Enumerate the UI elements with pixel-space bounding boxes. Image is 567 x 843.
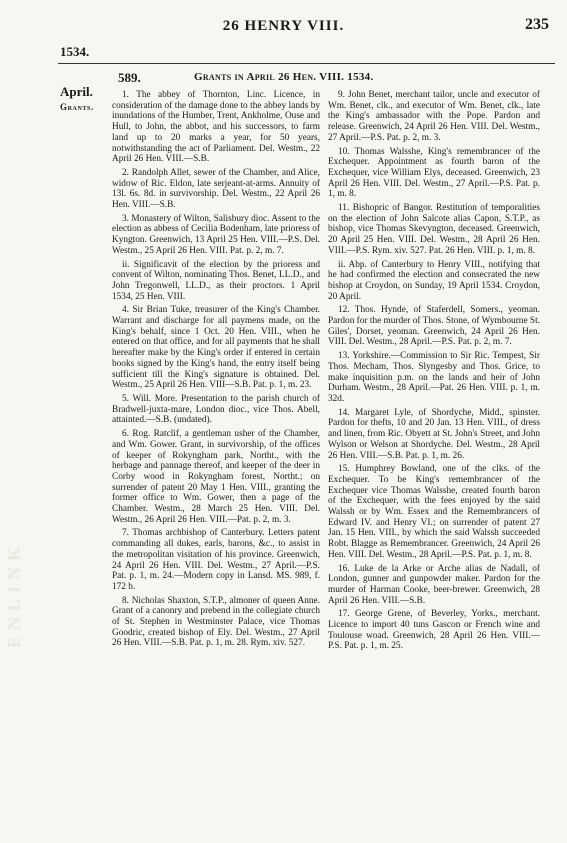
margin-subheading: Grants.	[60, 102, 94, 112]
section-number: 589.	[118, 70, 141, 85]
running-head	[0, 12, 567, 34]
margin-month: April.	[60, 84, 93, 99]
entry-1: 1. The abbey of Thornton, Linc. Licence, in consideration of the damage done to the abbey lands by inundations of the Humber, Trent, Ankholme, Ouse and Hull, to John, the abbot, and his successors, to farm land up to 20 marks a year, for 50 years, notwithstanding the act of Parliament. Del. Westm., 22 April 26 Hen. VIII.—S.B.	[112, 90, 320, 165]
header-rule	[58, 63, 555, 64]
entry-11-ii: ii. Abp. of Canterbury to Henry VIII., notifying that he had confirmed the election and consecrated the new bishop at Croydon, on Sunday, 19 April 1534. Croydon, 20 April.	[328, 259, 540, 302]
entry-13: 13. Yorkshire.—Commission to Sir Ric. Tempest, Sir Thos. Mecham, Thos. Slyngesby and Thos. Grice, to make inquisition p.m. on the lands and heir of John Durham. Westm., 28 April.—Pat. 26 Hen. VIII. p. 1, m. 32d.	[328, 351, 540, 404]
entry-16: 16. Luke de la Arke or Arche alias de Nadall, of London, gunner and gunpowder maker. Pardon for the murder of Harman Cooke, beer-brewer. Greenwich, 28 April 26 Hen. VIII.—S.B.	[328, 563, 540, 606]
entry-8: 8. Nicholas Shaxton, S.T.P., almoner of queen Anne. Grant of a canonry and prebend in the collegiate church of St. Stephen in Westminster Palace, vice Thomas Goodric, created bishop of Ely. Del. Westm., 27 April 26 Hen. VIII.—S.B. Pat. p. 1, m. 28. Rym. xiv. 527.	[112, 595, 320, 649]
left-column	[112, 90, 320, 833]
entry-4: 4. Sir Brian Tuke, treasurer of the King's Chamber. Warrant and discharge for all paymens made, on the King's behalf, since 1 Oct. 20 Hen. VIII., when he entered on that office, and for all payments that he shall hereafter make by the King's order if entered in certain books signed by the King's hand, the entry itself being sufficient till the King's signature is obtained. Del. Westm., 25 April 26 Hen. VIII—S.B. Pat. p. 1, m. 23.	[112, 305, 320, 391]
entry-3-ii: ii. Significavit of the election by the prioress and convent of Wilton, nominating Thos. Benet, LL.D., and John Tregonwell, LL.D., as their proctors. 1 April 1534, 25 Hen. VIII.	[112, 259, 320, 302]
entry-14: 14. Margaret Lyle, of Shordyche, Midd., spinster. Pardon for thefts, 10 and 20 Jan. 13 Hen. VIII., of dress and linen, from Ric. Obyett at St. John's Street, and John Wylson or Welson at Shordyche. Del. Westm., 28 April 26 Hen. VIII.—S.B. Pat. p. 1, m. 26.	[328, 407, 540, 461]
year-label: 1534.	[60, 44, 90, 59]
library-watermark: ENLINK	[4, 540, 24, 648]
section-heading	[110, 70, 555, 86]
page-number: 235	[525, 16, 549, 33]
section-title: Grants in April 26 Hen. VIII. 1534.	[194, 71, 374, 83]
entry-2: 2. Randolph Allet, sewer of the Chamber, and Alice, widow of Ric. Eldon, late serjeant-at-arms. Annuity of 13l. 6s. 8d. in survivorship. Del. Westm., 22 April 26 Hen. VIII.—S.B.	[112, 167, 320, 211]
running-title: 26 HENRY VIII.	[222, 18, 345, 34]
entry-10: 10. Thomas Walsshe, King's remembrancer of the Exchequer. Appointment as fourth baron of the Exchequer, vice William Elys, deceased. Greenwich, 23 April 26 Hen. VIII. Del. Westm., 27 April.—P.S. Pat. p. 1, m. 8.	[328, 146, 540, 200]
entry-5: 5. Will. More. Presentation to the parish church of Bradwell-juxta-mare, London dioc., vice Thos. Abell, attainted.—S.B. (undated).	[112, 393, 320, 426]
entry-11: 11. Bishopric of Bangor. Restitution of temporalities on the election of John Salcote alias Capon, S.T.P., as bishop, vice Thomas Skevyngton, deceased. Greenwich, 20 April 25 Hen. VIII. Del. Westm., 28 April 26 Hen. VIII.—P.S. Rym. xiv. 527. Pat. 26 Hen. VIII. p. 1, m. 8.	[328, 203, 540, 256]
entry-7: 7. Thomas archbishop of Canterbury. Letters patent commanding all dukes, earls, barons, &c., to assist in the metropolitan visitation of his province. Greenwich, 24 April 26 Hen. VIII. Del. Westm., 27 April.—P.S. Pat. p. 1, m. 24.—Modern copy in Lansd. MS. 989, f. 172 b.	[112, 528, 320, 592]
entry-3: 3. Monastery of Wilton, Salisbury dioc. Assent to the election as abbess of Cecilia Bodenham, late prioress of Kyngton. Greenwich, 13 April 25 Hen. VIII.—P.S. Del. Westm., 25 April 26 Hen. VIII. Pat. p. 2, m. 7.	[112, 213, 320, 256]
entry-9: 9. John Benet, merchant tailor, uncle and executor of Wm. Benet, clk., and executor of Wm. Benet, clk., late the King's ambassador with the Pope. Pardon and release. Greenwich, 24 April 26 Hen. VIII. Del. Westm., 27 April.—P.S. Pat. p. 2, m. 3.	[328, 90, 540, 143]
entry-17: 17. George Grene, of Beverley, Yorks., merchant. Licence to import 40 tuns Gascon or French wine and Toulouse woad. Greenwich, 28 April 26 Hen. VIII.—P.S. Pat. p. 1, m. 25.	[328, 609, 540, 652]
entry-12: 12. Thos. Hynde, of Staferdell, Somers., yeoman. Pardon for the murder of Thos. Stone, of Wymbourne St. Giles', Dorset, yeoman. Greenwich, 24 April 26 Hen. VIII. Del. Westm., 28 April.—P.S. Pat. p. 2, m. 7.	[328, 305, 540, 348]
entry-15: 15. Humphrey Bowland, one of the clks. of the Exchequer. To be King's remembrancer of the Exchequer vice Thomas Walsshe, created fourth baron of the Exchequer, with the fees enjoyed by the said Walssh or by Wm. Essex and the Remembrancers of Edward IV. and Henry VI.; on surrender of patent 27 Jan. 15 Hen. VIII., by which the said Walssh succeeded Robt. Blagge as Remembrancer. Greenwich, 24 April 26 Hen. VIII. Del. Westm., 28 April.—P.S. Pat. p. 1, m. 8.	[328, 464, 540, 560]
entry-6: 6. Rog. Ratclif, a gentleman usher of the Chamber, and Wm. Gower. Grant, in survivorship, of the offices of keeper of Rokyngham park, Northt., with the herbage and pannage thereof, and keeper of the deer in Corby wood in Rokyngham forest, Northt.; on surrender of patent 20 May 1 Hen. VIII., granting the former office to Wm. Gower, then a page of the Chamber. Westm., 28 March 25 Hen. VIII. Del. Westm., 26 April 26 Hen. VIII.—Pat. p. 2, m. 3.	[112, 429, 320, 525]
right-column	[328, 90, 540, 833]
